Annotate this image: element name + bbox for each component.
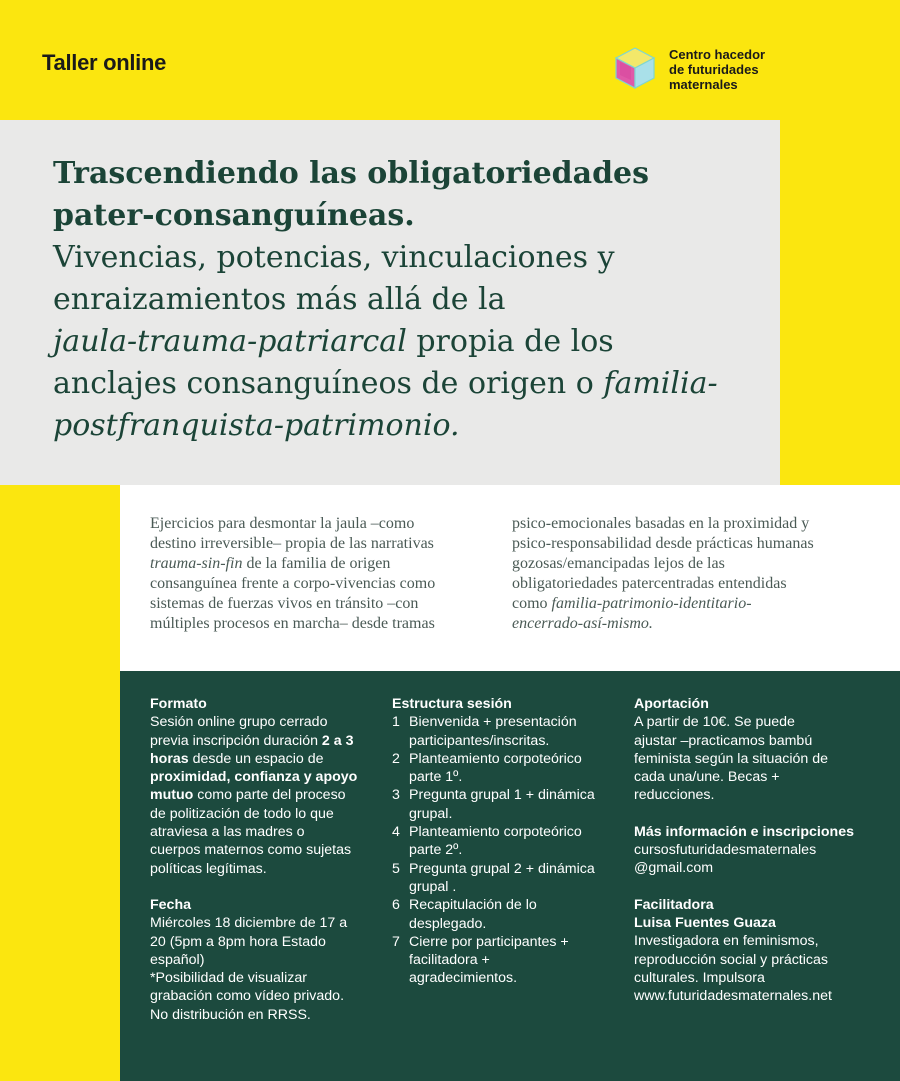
format-text: como parte del proceso [193, 787, 346, 804]
title-italic: familia- [603, 366, 718, 401]
structure-item-text: Pregunta grupal 2 + dinámica [409, 860, 595, 877]
structure-item-number: 7 [392, 933, 400, 950]
format-line: Sesión online grupo cerrado [150, 714, 328, 731]
facilitator-line: culturales. Impulsora [634, 969, 765, 986]
title-line: Vivencias, potencias, vinculaciones y [53, 240, 615, 275]
description-left-column [150, 514, 490, 634]
structure-item-text: Planteamiento corpoteórico [409, 824, 582, 841]
description-italic: trauma-sin-fin [150, 555, 243, 572]
structure-item-text: Pregunta grupal 1 + dinámica [409, 787, 595, 804]
structure-item-number: 3 [392, 787, 400, 804]
title-bold-line: Trascendiendo las obligatoriedades [53, 156, 650, 191]
description-line [512, 594, 872, 614]
structure-item [392, 896, 622, 933]
description-line: destino irreversible– propia de las narrativas [150, 535, 434, 552]
format-text: previa inscripción duración [150, 732, 322, 749]
cube-logo-icon [614, 46, 656, 90]
structure-item-text: grupal . [409, 878, 457, 895]
description-line: múltiples procesos en marcha– desde tramas [150, 615, 435, 632]
description-panel [120, 485, 900, 671]
facilitator-line: reproducción social y prácticas [634, 951, 828, 968]
structure-item-text: participantes/inscritas. [409, 732, 550, 749]
description-line: Ejercicios para desmontar la jaula –como [150, 515, 415, 532]
format-text: desde un espacio de [188, 750, 324, 767]
description-text: de la familia de origen [242, 555, 391, 572]
contribution-line: feminista según la situación de [634, 750, 829, 767]
date-line: grabación como vídeo privado. [150, 988, 345, 1005]
facilitator-line: Investigadora en feminismos, [634, 933, 819, 950]
structure-item [392, 933, 622, 988]
title-italic: postfranquista-patrimonio. [53, 408, 460, 443]
structure-item-text: parte 1º. [409, 769, 463, 786]
title-bold-line: pater-consanguíneas. [53, 198, 415, 233]
format-line: proximidad, confianza y apoyo [150, 769, 358, 786]
contribution-line: ajustar –practicamos bambú [634, 732, 813, 749]
format-line: de politización de todo lo que [150, 805, 334, 822]
description-line: consanguínea frente a corpo-vivencias como [150, 575, 436, 592]
title-line [53, 405, 753, 447]
info-heading: Más información e inscripciones [634, 823, 854, 840]
description-line: sistemas de fuerzas vivos en tránsito –con [150, 595, 419, 612]
details-column-structure [392, 695, 622, 988]
structure-item-text: desplegado. [409, 915, 487, 932]
date-heading: Fecha [150, 896, 192, 913]
format-line: cuerpos maternos como sujetas [150, 842, 352, 859]
description-italic: familia-patrimonio-identitario- [551, 595, 752, 612]
description-line: psico-responsabilidad desde prácticas humanas [512, 535, 814, 552]
structure-item-number: 4 [392, 824, 400, 841]
structure-heading: Estructura sesión [392, 696, 512, 712]
format-line [150, 732, 380, 750]
structure-item [392, 713, 622, 750]
date-line: Miércoles 18 diciembre de 17 a [150, 915, 348, 932]
description-right-column [512, 514, 872, 634]
structure-item-number: 1 [392, 714, 400, 731]
facilitator-heading: Facilitadora [634, 896, 714, 913]
format-bold: 2 a 3 [321, 732, 354, 749]
title-line: enraizamientos más allá de la [53, 282, 506, 317]
contribution-line: A partir de 10€. Se puede [634, 714, 795, 731]
date-line: 20 (5pm a 8pm hora Estado [150, 933, 326, 950]
title-line [53, 321, 753, 363]
format-bold: mutuo [150, 787, 194, 804]
title-italic: jaula-trauma-patriarcal [53, 324, 407, 359]
format-bold: horas [150, 750, 189, 767]
structure-item [392, 860, 622, 897]
structure-item-text: facilitadora + [409, 952, 490, 969]
facilitator-name: Luisa Fuentes Guaza [634, 914, 776, 931]
title-panel [0, 120, 780, 485]
description-text: como [512, 595, 552, 612]
structure-item-text: Bienvenida + presentación [409, 714, 577, 731]
description-italic: encerrado-así-mismo. [512, 615, 653, 632]
details-column-contribution [634, 695, 874, 1005]
structure-item [392, 823, 622, 860]
contribution-heading: Aportación [634, 696, 709, 712]
organization-name [669, 47, 765, 92]
details-column-format [150, 695, 380, 1024]
structure-item-text: Recapitulación de lo [409, 897, 537, 914]
description-line: obligatoriedades patercentradas entendidas [512, 575, 787, 592]
date-line: No distribución en RRSS. [150, 1006, 311, 1023]
title-line [53, 363, 753, 405]
workshop-type-label: Taller online [42, 50, 167, 75]
date-line: español) [150, 951, 205, 968]
description-line [150, 554, 490, 574]
contribution-line: reducciones. [634, 787, 715, 804]
format-line: políticas legítimas. [150, 860, 267, 877]
contact-email[interactable]: cursosfuturidadesmaternales [634, 842, 817, 859]
format-heading: Formato [150, 696, 207, 712]
contact-email[interactable]: @gmail.com [634, 860, 714, 877]
description-line: gozosas/emancipadas lejos de las [512, 555, 725, 572]
structure-item-text: grupal. [409, 805, 453, 822]
description-line [512, 614, 872, 634]
structure-item-number: 5 [392, 860, 400, 877]
format-line: atraviesa a las madres o [150, 824, 305, 841]
structure-item-text: parte 2º. [409, 842, 463, 859]
title-text: anclajes consanguíneos de origen o [53, 366, 604, 401]
structure-item-text: Cierre por participantes + [409, 933, 569, 950]
workshop-title [53, 153, 753, 447]
structure-item-number: 6 [392, 897, 400, 914]
structure-item [392, 750, 622, 787]
details-panel [120, 671, 900, 1081]
date-line: *Posibilidad de visualizar [150, 970, 307, 987]
website-link[interactable]: www.futuridadesmaternales.net [634, 988, 832, 1005]
format-line [150, 750, 380, 768]
structure-item-text: Planteamiento corpoteórico [409, 750, 582, 767]
structure-item-number: 2 [392, 750, 400, 767]
organization-line: maternales [669, 77, 738, 92]
organization-line: Centro hacedor [669, 47, 766, 62]
title-text: propia de los [406, 324, 614, 359]
organization-line: de futuridades [669, 62, 759, 77]
structure-item-text: agradecimientos. [409, 970, 518, 987]
format-line [150, 786, 380, 804]
contribution-line: cada una/une. Becas + [634, 769, 780, 786]
description-line: psico-emocionales basadas en la proximidad y [512, 515, 810, 532]
structure-item [392, 786, 622, 823]
